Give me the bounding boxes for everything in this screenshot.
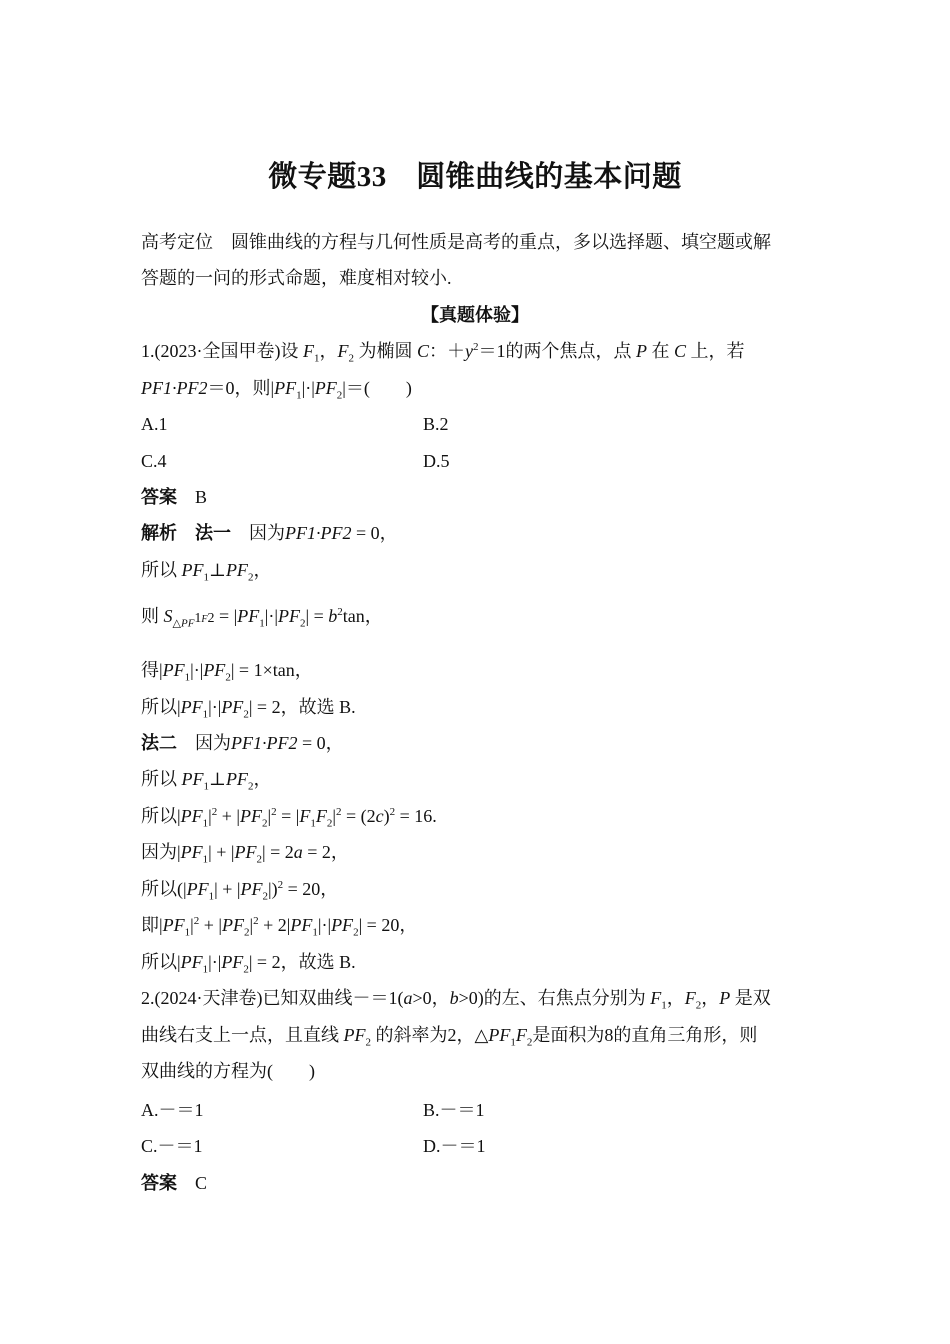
q1-option-a: A.1 <box>141 414 168 434</box>
q1-method2-line-3: 所以$|PF_1|^2 + |PF_2|^2 = |F_1F_2|^2 = (2c)^2 = 16$. <box>141 806 437 830</box>
q2-answer: 答案 C <box>141 1173 208 1193</box>
q1-analysis-line-3: 则 $S_{\triangle PF}1F2 = |PF_1|\cdot|PF_2| = b^2\tan$， <box>141 606 383 630</box>
q1-analysis-line-4: 得$|PF_1|\cdot|PF_2| = 1\times\tan$， <box>141 660 313 684</box>
q1-option-d: D.5 <box>423 451 450 471</box>
q1-method2-line-7: 所以$|PF_1|\cdot|PF_2| = 2$，故选 B. <box>141 952 356 976</box>
intro-label: 高考定位 <box>141 232 213 252</box>
q1-analysis-line-5: 所以$|PF_1|\cdot|PF_2| = 2$，故选 B. <box>141 697 356 721</box>
q1-method2-line-5: 所以$(|PF_1| + |PF_2|)^2 = 20$， <box>141 879 339 903</box>
q1-method2-line-2: 所以 $PF_1\perp PF_2$， <box>141 769 272 793</box>
q2-option-a: A.－＝1 <box>141 1100 204 1120</box>
section-heading: 【真题体验】 <box>421 305 529 325</box>
page-title: 微专题33 圆锥曲线的基本问题 <box>268 161 682 193</box>
q2-stem-line-1: 2.(2024·天津卷)已知双曲线－＝1(a>0，b>0)的左、右焦点分别为 $F_1$，$F_2$，P 是双 <box>141 988 771 1012</box>
q2-option-b: B.－＝1 <box>423 1100 485 1120</box>
q2-option-c: C.－＝1 <box>141 1136 203 1156</box>
q1-answer: 答案 B <box>141 487 208 507</box>
q1-analysis-line-2: 所以 $PF_1\perp PF_2$， <box>141 560 272 584</box>
q1-option-b: B.2 <box>423 414 449 434</box>
q1-method2-line-4: 因为$|PF_1| + |PF_2| = 2a = 2$， <box>141 842 349 866</box>
q1-stem-line-2: PF1·PF2＝0，则$|PF_1|\cdot|PF_2|=$( ) <box>141 378 412 402</box>
intro-line-1: 高考定位 圆锥曲线的方程与几何性质是高考的重点，多以选择题、填空题或解 <box>141 232 771 252</box>
q1-stem-line-1: 1.(2023·全国甲卷)设 $F_1$，$F_2$ 为椭圆 C：$+y^2=1$的两个焦点，点 P 在 C 上，若 <box>141 341 745 365</box>
q1-method2-line-6: 即$|PF_1|^2 + |PF_2|^2 + 2|PF_1|\cdot|PF_2| = 20$， <box>141 915 418 939</box>
q1-analysis-line-1: 解析 法一 因为PF1·PF2 = 0， <box>141 523 398 543</box>
q1-method2-line-1: 法二 因为PF1·PF2 = 0， <box>141 733 344 753</box>
q1-option-c: C.4 <box>141 451 167 471</box>
q2-stem-line-2: 曲线右支上一点，且直线 $PF_2$ 的斜率为2，$\triangle PF_1F_2$是面积为8的直角三角形，则 <box>141 1025 758 1049</box>
intro-line-2: 答题的一问的形式命题，难度相对较小. <box>141 268 452 288</box>
q2-stem-line-3: 双曲线的方程为( ) <box>141 1061 315 1081</box>
q2-option-d: D.－＝1 <box>423 1136 486 1156</box>
